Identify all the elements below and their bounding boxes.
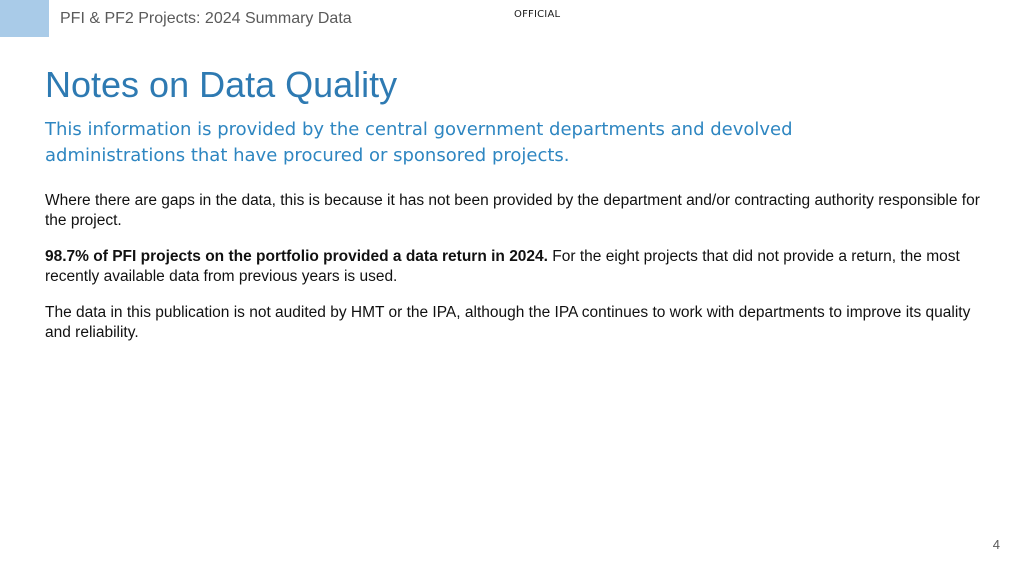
paragraph-data-gaps: Where there are gaps in the data, this is because it has not been provided by the department and/or contracting authority responsible for the project.	[45, 192, 980, 229]
paragraph-data-return	[45, 247, 980, 287]
page-number: 4	[992, 537, 1000, 552]
data-return-highlight: 98.7% of PFI projects on the portfolio provided a data return in 2024.	[45, 248, 548, 265]
data-return-detail: For the eight projects that did not provide a return, the most recently available data from previous years is used.	[45, 248, 960, 285]
header-title: PFI & PF2 Projects: 2024 Summary Data	[60, 10, 352, 27]
classification-label: OFFICIAL	[514, 9, 561, 20]
paragraph-audit-note: The data in this publication is not audited by HMT or the IPA, although the IPA continues to work with departments to improve its quality and reliability.	[45, 304, 971, 341]
header-accent-block	[0, 0, 49, 37]
page-subtitle: This information is provided by the central government departments and devolved administrations that have procured or sponsored projects.	[45, 119, 793, 166]
body-text	[45, 191, 980, 359]
page-title: Notes on Data Quality	[45, 64, 398, 105]
